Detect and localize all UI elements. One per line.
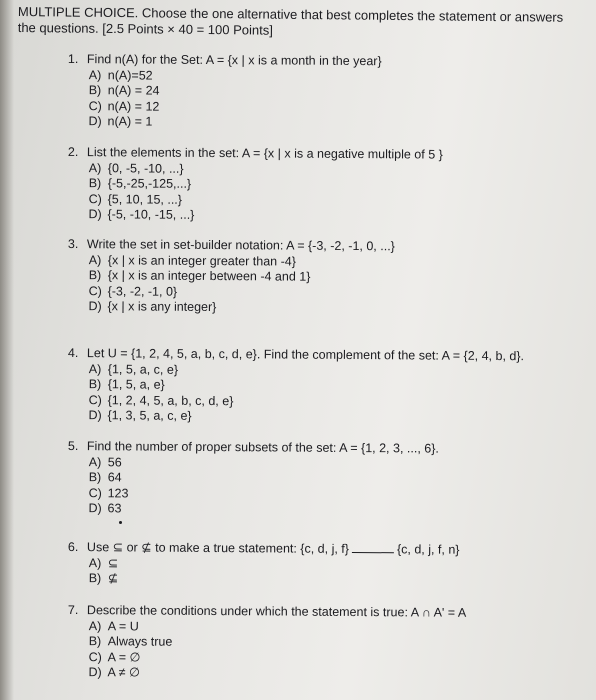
option-text: 56 (107, 454, 122, 469)
option-label: B) (88, 634, 102, 649)
option-label: C) (88, 392, 102, 407)
question-text: Let U = {1, 2, 4, 5, a, b, c, d, e}. Find the complement of the set: A = {2, 4, b, d}. (86, 346, 525, 364)
option-text: {-5,-25,-125,...} (107, 176, 192, 191)
option-label: D) (88, 665, 102, 680)
question-text: Find n(A) for the Set: A = {x | x is a month in the year} (86, 52, 382, 69)
question-7 (67, 603, 466, 683)
option-text: A = U (107, 618, 139, 633)
question-4 (67, 346, 524, 427)
option-text: A = ∅ (107, 649, 141, 665)
question-1 (67, 52, 381, 132)
option-d (88, 207, 442, 225)
instructions-header (18, 4, 578, 42)
option-text: {0, -5, -10, ...} (107, 160, 184, 176)
option-label: D) (88, 207, 102, 222)
option-text: 64 (107, 470, 122, 485)
option-label: C) (88, 191, 102, 206)
option-d (88, 408, 523, 427)
option-text: {5, 10, 15, ...} (107, 191, 183, 207)
option-label: B) (88, 377, 102, 392)
option-text: n(A) = 1 (107, 114, 153, 129)
option-label: A) (88, 67, 102, 82)
option-d (88, 114, 381, 132)
option-label: A) (88, 618, 102, 633)
question-text-after: {c, d, j, f, n} (396, 542, 460, 557)
option-label: B) (88, 176, 102, 191)
option-label: A) (88, 252, 102, 267)
question-5 (67, 439, 438, 519)
section-title: MULTIPLE CHOICE. (17, 4, 139, 21)
option-label: A) (88, 454, 102, 469)
answer-blank (352, 542, 394, 553)
option-label: B) (88, 571, 102, 586)
option-text: {1, 5, a, e} (107, 377, 165, 392)
question-3 (67, 237, 394, 317)
option-text: 63 (107, 501, 122, 516)
option-label: B) (88, 268, 102, 283)
option-label: B) (88, 83, 102, 98)
option-label: C) (88, 485, 102, 500)
question-text: Describe the conditions under which the statement is true: A ∩ A' = A (86, 603, 467, 620)
option-label: D) (88, 501, 102, 516)
option-text: {1, 2, 4, 5, a, b, c, d, e} (107, 392, 234, 408)
question-number: 4. (67, 346, 79, 361)
option-d (88, 501, 438, 519)
option-text: {-3, -2, -1, 0} (107, 283, 178, 299)
option-label: C) (88, 283, 102, 298)
question-text: Use ⊆ or ⊈ to make a true statement: {c, d, j, f} (86, 540, 350, 556)
option-text: A ≠ ∅ (107, 665, 140, 680)
question-number: 7. (67, 603, 79, 618)
question-text: Write the set in set-builder notation: A = {-3, -2, -1, 0, ...} (86, 237, 395, 254)
option-text: {1, 3, 5, a, c, e} (107, 408, 192, 423)
option-text: {x | x is an integer between -4 and 1} (107, 268, 311, 284)
pen-mark (119, 521, 122, 524)
page-shadow (0, 0, 14, 700)
question-number: 2. (67, 145, 79, 160)
option-text: {1, 5, a, c, e} (107, 361, 179, 377)
question-2 (67, 145, 442, 225)
option-d (88, 299, 394, 317)
question-text: List the elements in the set: A = {x | x is a negative multiple of 5 } (86, 145, 443, 162)
option-text: Always true (107, 634, 173, 649)
option-text: {x | x is any integer} (107, 299, 217, 315)
question-number: 3. (67, 237, 79, 252)
instructions-text: Choose the one alternative that best completes the statement or answers the questions. [2.5 Points × 40 = 100 Points] (17, 5, 564, 38)
option-label: D) (88, 114, 102, 129)
question-text: Find the number of proper subsets of the set: A = {1, 2, 3, ..., 6}. (86, 439, 439, 456)
question-number: 1. (67, 52, 79, 67)
option-text: ⊆ (107, 555, 119, 570)
option-text: {x | x is an integer greater than -4} (107, 252, 296, 269)
option-b (89, 571, 460, 589)
option-text: 123 (107, 485, 129, 500)
option-label: A) (88, 160, 102, 175)
option-text: {-5, -10, -15, ...} (107, 207, 195, 222)
option-label: D) (88, 408, 102, 423)
question-number: 5. (67, 439, 79, 454)
option-label: C) (88, 98, 102, 113)
question-number: 6. (67, 540, 79, 555)
question-6 (68, 540, 460, 589)
option-label: C) (88, 649, 102, 664)
option-text: n(A) = 24 (107, 83, 160, 98)
option-label: A) (88, 361, 102, 376)
option-d (88, 665, 465, 683)
option-b (89, 634, 466, 652)
option-label: A) (88, 555, 102, 570)
option-text: ⊈ (107, 571, 119, 586)
option-text: n(A) = 12 (107, 98, 160, 114)
option-text: n(A)=52 (107, 67, 153, 83)
option-label: D) (88, 299, 102, 314)
option-label: B) (88, 470, 102, 485)
